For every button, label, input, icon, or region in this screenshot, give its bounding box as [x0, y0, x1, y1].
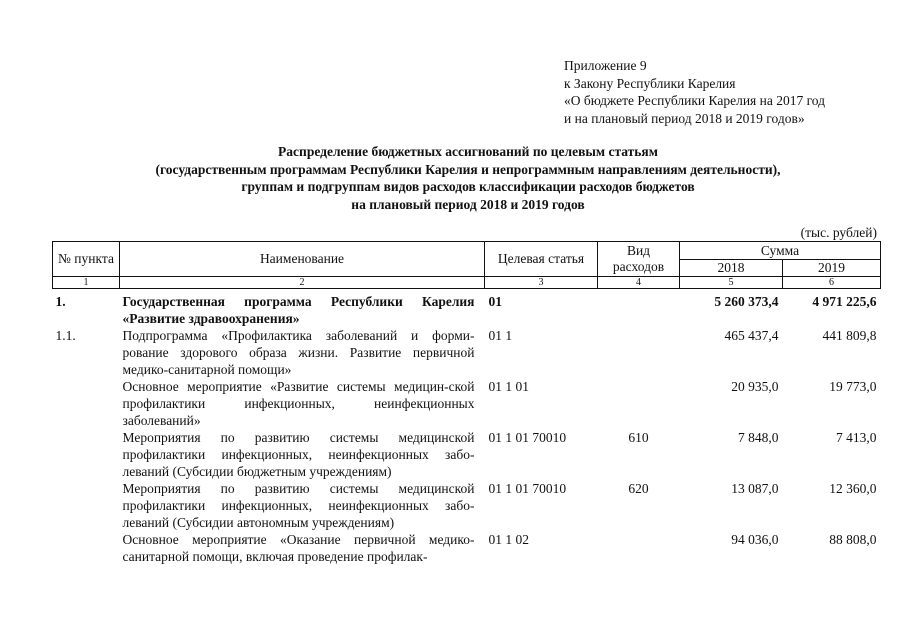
- row-value-2018: 5 260 373,4: [714, 294, 779, 309]
- header-year-2018: 2018: [680, 260, 783, 277]
- row-target: 01: [488, 294, 502, 309]
- appendix-line: и на плановый период 2018 и 2019 годов»: [564, 110, 805, 126]
- table-row: [53, 531, 881, 565]
- row-type: 620: [628, 481, 649, 496]
- header-type: Вид расходов: [598, 242, 680, 277]
- row-type: 610: [628, 430, 649, 445]
- row-value-2018: 7 848,0: [738, 430, 779, 445]
- units-label: (тыс. рублей): [800, 225, 877, 240]
- row-num: [53, 378, 120, 429]
- row-target: 01 1 01 70010: [488, 481, 567, 496]
- column-number: 1: [53, 277, 120, 289]
- header-sum: Сумма: [680, 242, 881, 260]
- row-name: Мероприятия по развитию системы медицинской профилактики инфекционных, неинфекционных забо-леваний (Субсидии автономным учреждениям): [122, 481, 475, 530]
- row-value-2019: 88 808,0: [829, 532, 877, 547]
- table-row: [53, 480, 881, 531]
- row-name: Государственная программа Республики Карелия «Развитие здравоохранения»: [122, 294, 475, 326]
- row-value-2018: 13 087,0: [731, 481, 779, 496]
- title-line: на плановый период 2018 и 2019 годов: [351, 196, 585, 212]
- row-name: Мероприятия по развитию системы медицинской профилактики инфекционных, неинфекционных забо-леваний (Субсидии бюджетным учреждениям): [122, 430, 475, 479]
- document-title: [52, 143, 884, 213]
- row-num: [53, 531, 120, 565]
- row-type: [598, 327, 680, 378]
- column-number: 3: [485, 277, 598, 289]
- appendix-line: к Закону Республики Карелия: [564, 75, 736, 91]
- row-value-2018: 20 935,0: [731, 379, 779, 394]
- row-name: Подпрограмма «Профилактика заболеваний и форми-рование здорового образа жизни. Развитие первичной медико-санитарной помощи»: [122, 328, 475, 377]
- row-value-2019: 7 413,0: [836, 430, 877, 445]
- row-value-2019: 4 971 225,6: [812, 294, 877, 309]
- header-num: № пункта: [53, 242, 120, 277]
- appendix-line: Приложение 9: [564, 58, 647, 73]
- column-number: 4: [598, 277, 680, 289]
- row-num: 1.: [55, 294, 66, 309]
- appendix-line: «О бюджете Республики Карелия на 2017 год: [564, 93, 826, 108]
- row-name: Основное мероприятие «Развитие системы медицин-ской профилактики инфекционных, неинфекционных заболеваний»: [122, 379, 475, 428]
- table-row: [53, 289, 881, 328]
- row-target: 01 1 01: [488, 379, 529, 394]
- table-row: [53, 378, 881, 429]
- row-num: [53, 480, 120, 531]
- row-type: [598, 289, 680, 328]
- row-type: [598, 378, 680, 429]
- header-target: Целевая статья: [485, 242, 598, 277]
- column-number: 6: [783, 277, 881, 289]
- table-row: [53, 327, 881, 378]
- row-value-2018: 94 036,0: [731, 532, 779, 547]
- row-value-2019: 19 773,0: [829, 379, 877, 394]
- row-type: [598, 531, 680, 565]
- appendix-header: [564, 57, 825, 127]
- title-line: группам и подгруппам видов расходов классификации расходов бюджетов: [241, 179, 695, 194]
- row-target: 01 1: [488, 328, 513, 343]
- row-value-2019: 12 360,0: [829, 481, 877, 496]
- row-name: Основное мероприятие «Оказание первичной медико-санитарной помощи, включая проведение профилак-: [122, 532, 475, 564]
- row-target: 01 1 02: [488, 532, 529, 547]
- row-value-2018: 465 437,4: [724, 328, 779, 343]
- title-line: (государственным программам Республики Карелия и непрограммным направлениям деятельности),: [155, 161, 781, 177]
- row-num: 1.1.: [55, 328, 76, 343]
- row-num: [53, 429, 120, 480]
- header-year-2019: 2019: [783, 260, 881, 277]
- column-number: 5: [680, 277, 783, 289]
- budget-table: [52, 241, 881, 565]
- table-row: [53, 429, 881, 480]
- header-name: Наименование: [120, 242, 485, 277]
- row-value-2019: 441 809,8: [822, 328, 877, 343]
- column-number: 2: [120, 277, 485, 289]
- row-target: 01 1 01 70010: [488, 430, 567, 445]
- title-line: Распределение бюджетных ассигнований по целевым статьям: [278, 144, 658, 159]
